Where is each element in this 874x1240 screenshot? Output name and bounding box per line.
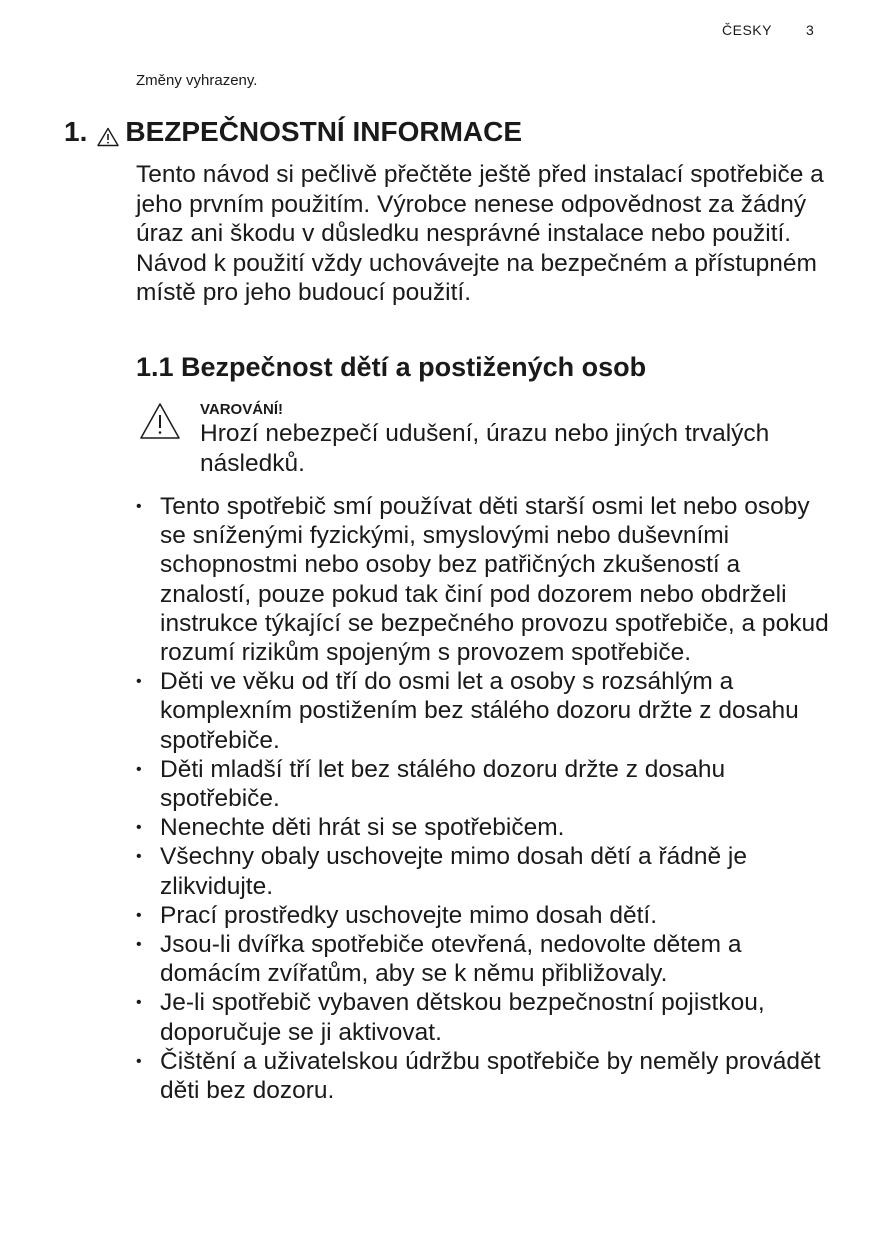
list-item (136, 492, 836, 667)
bullet-marker: • (136, 936, 142, 954)
list-item (136, 667, 836, 755)
list-item (136, 1047, 836, 1105)
list-item (136, 842, 836, 900)
section-title: BEZPEČNOSTNÍ INFORMACE (125, 116, 523, 147)
bullet-marker: • (136, 498, 142, 515)
bullet-marker: • (136, 760, 142, 778)
list-item-text: Děti ve věku od tří do osmi let a osoby s rozsáhlým a komplexním postižením bez stálého dozoru držte z dosahu spotřebiče. (160, 668, 799, 754)
section-intro-paragraph: Tento návod si pečlivě přečtěte ještě před instalací spotřebiče a jeho prvním použitím. Výrobce nenese odpovědnost za žádný úraz ani škodu v důsledku nesprávné instalace nebo použití. Návod k použití vždy uchovávejte na bezpečném a přístupném místě pro jeho budoucí použití. (136, 161, 824, 306)
list-item-text: Děti mladší tří let bez stálého dozoru držte z dosahu spotřebiče. (160, 755, 726, 813)
bullet-marker: • (136, 848, 142, 866)
list-item-text: Je-li spotřebič vybaven dětskou bezpečnostní pojistkou, doporučuje se ji aktivovat. (160, 989, 765, 1046)
bullet-marker: • (136, 1052, 142, 1070)
bullet-marker: • (136, 994, 142, 1012)
list-item-text: Nenechte děti hrát si se spotřebičem. (160, 814, 565, 842)
list-item-text: Tento spotřebič smí používat děti starší osmi let nebo osoby se sníženými fyzickými, smyslovými nebo duševními schopnostmi nebo osoby bez patřičných zkušeností a znalostí, pouze pokud tak činí pod dozorem nebo obdrželi instrukce týkající se bezpečného provozu spotřebiče, a pokud rozumí rizikům spojeným s provozem spotřebiče. (160, 493, 829, 667)
warning-triangle-icon (97, 122, 119, 142)
list-item (136, 813, 836, 842)
section-number: 1. (64, 116, 88, 147)
list-item-text: Všechny obaly uschovejte mimo dosah dětí a řádně je zlikvidujte. (160, 843, 747, 900)
list-item (136, 901, 836, 930)
list-item-text: Jsou-li dvířka spotřebiče otevřená, nedovolte dětem a domácím zvířatům, aby se k němu přibližovaly. (160, 931, 742, 988)
bullet-marker: • (136, 673, 142, 691)
bullet-marker: • (136, 819, 142, 837)
list-item-text: Čištění a uživatelskou údržbu spotřebiče by neměly provádět děti bez dozoru. (160, 1047, 821, 1105)
changes-reserved-notice: Změny vyhrazeny. (136, 72, 258, 89)
header-language: ČESKY (722, 22, 772, 38)
bullet-marker: • (136, 906, 142, 924)
safety-bullet-list (136, 492, 836, 1105)
list-item (136, 988, 836, 1046)
warning-text: Hrozí nebezpečí udušení, úrazu nebo jiných trvalých následků. (200, 420, 770, 477)
subsection-heading: 1.1 Bezpečnost dětí a postižených osob (136, 352, 647, 382)
list-item (136, 755, 836, 813)
page-number: 3 (806, 22, 814, 38)
warning-label: VAROVÁNÍ! (200, 401, 284, 418)
list-item (136, 930, 836, 988)
warning-triangle-icon (139, 402, 181, 440)
section-heading (64, 116, 522, 148)
list-item-text: Prací prostředky uschovejte mimo dosah dětí. (160, 901, 658, 929)
